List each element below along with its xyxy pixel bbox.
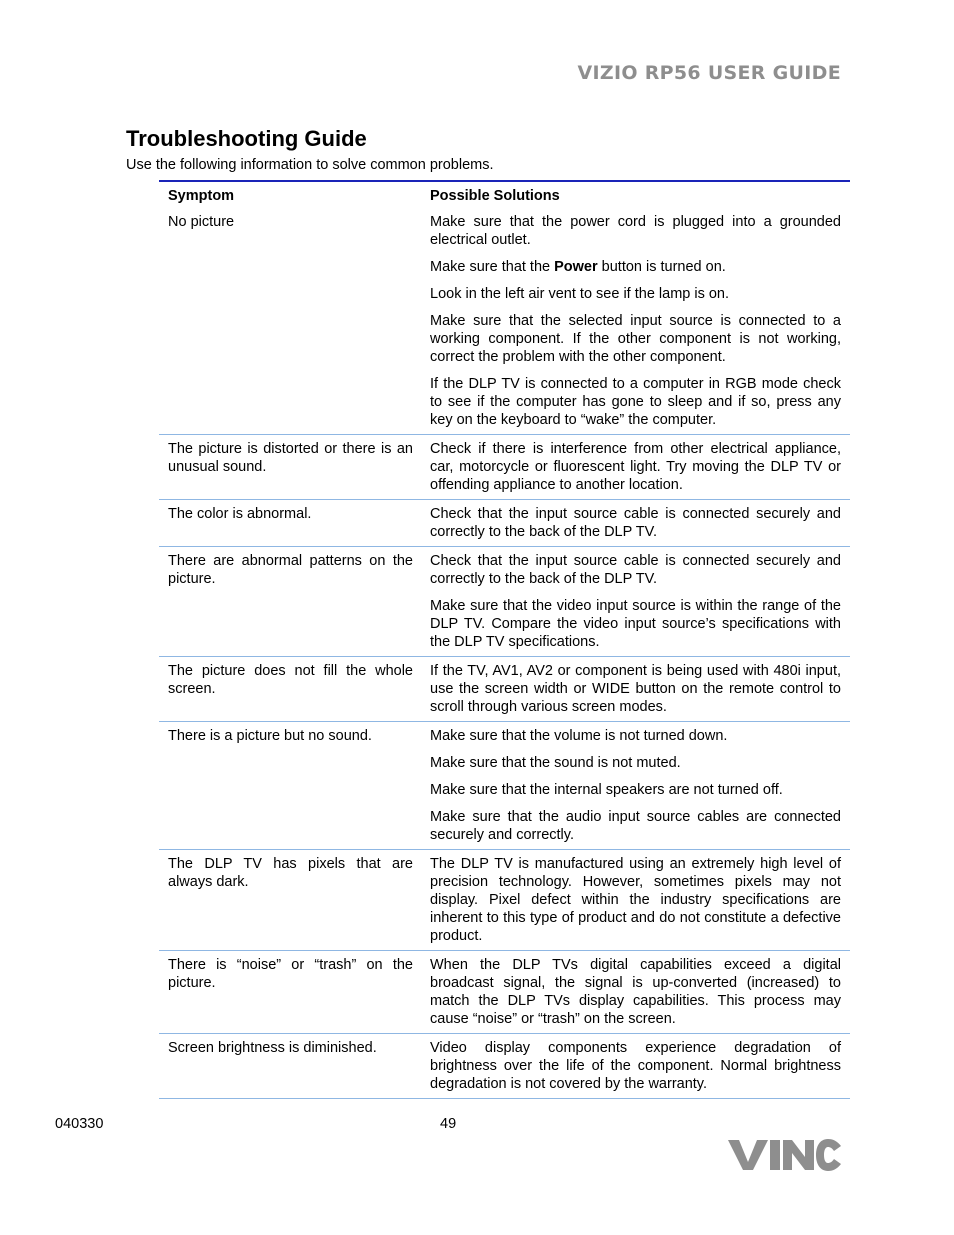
symptom-cell: There is a picture but no sound. xyxy=(168,728,372,744)
table-row xyxy=(159,850,850,951)
solution-text: Check that the input source cable is connected securely and correctly to the back of the DLP TV. xyxy=(430,553,841,587)
solutions-cell xyxy=(421,956,849,1028)
table-row xyxy=(159,951,850,1034)
solution-text: Make sure that the volume is not turned down. xyxy=(430,728,728,744)
table-row xyxy=(159,208,850,435)
vinc-logo xyxy=(728,1137,842,1173)
symptom-cell: Screen brightness is diminished. xyxy=(168,1040,377,1056)
column-header-solutions: Possible Solutions xyxy=(430,188,560,204)
symptom-cell: No picture xyxy=(168,214,235,230)
solution-text: Make sure that the internal speakers are not turned off. xyxy=(430,782,783,798)
solution-text: Check that the input source cable is connected securely and correctly to the back of the DLP TV. xyxy=(430,506,841,540)
solutions-cell xyxy=(421,662,849,716)
symptom-cell: The picture is distorted or there is an unusual sound. xyxy=(168,441,413,475)
solutions-cell xyxy=(421,440,849,494)
solution-text: Make sure that the Power button is turned on. xyxy=(430,259,726,275)
symptom-cell: There are abnormal patterns on the picture. xyxy=(168,553,413,587)
table-row xyxy=(159,1034,850,1099)
solution-text: When the DLP TVs digital capabilities exceed a digital broadcast signal, the signal is up-converted (increased) to match the DLP TVs display capabilities. This process may cause “noise” or “trash” on the screen. xyxy=(430,957,841,1027)
solution-text: Check if there is interference from other electrical appliance, car, motorcycle or fluorescent light. Try moving the DLP TV or offending appliance to another location. xyxy=(430,441,841,493)
table-row xyxy=(159,435,850,500)
solution-text: Video display components experience degradation of brightness over the life of the component. Normal brightness degradation is not covered by the warranty. xyxy=(430,1040,841,1092)
solutions-cell xyxy=(421,1039,849,1093)
solution-text: The DLP TV is manufactured using an extremely high level of precision technology. However, sometimes pixels may not display. Pixel defect within the industry specifications are inherent to this type of product and do not constitute a defective product. xyxy=(430,856,841,944)
power-emphasis: Power xyxy=(554,259,598,275)
symptom-cell: There is “noise” or “trash” on the picture. xyxy=(168,957,413,991)
table-row xyxy=(159,500,850,547)
solution-text: Look in the left air vent to see if the lamp is on. xyxy=(430,286,730,302)
footer-doc-code: 040330 xyxy=(55,1116,104,1132)
symptom-cell: The DLP TV has pixels that are always dark. xyxy=(168,856,413,890)
solution-text: Make sure that the audio input source cables are connected securely and correctly. xyxy=(430,809,841,843)
solution-text: Make sure that the sound is not muted. xyxy=(430,755,681,771)
symptom-cell: The color is abnormal. xyxy=(168,506,312,522)
solutions-cell xyxy=(421,552,849,651)
solution-text: If the TV, AV1, AV2 or component is being used with 480i input, use the screen width or WIDE button on the remote control to scroll through various screen modes. xyxy=(430,663,841,715)
solution-text: Make sure that the video input source is within the range of the DLP TV. Compare the video input source’s specifications with the DLP TV specifications. xyxy=(430,598,841,650)
solutions-cell xyxy=(421,213,849,429)
page-number: 49 xyxy=(440,1116,457,1132)
intro-text: Use the following information to solve common problems. xyxy=(126,157,494,173)
table-row xyxy=(159,547,850,657)
solution-text: Make sure that the selected input source is connected to a working component. If the other component is not working, correct the problem with the other component. xyxy=(430,313,841,365)
running-header: VIZIO RP56 USER GUIDE xyxy=(577,62,841,84)
page-title: Troubleshooting Guide xyxy=(126,126,367,151)
solutions-cell xyxy=(421,727,849,844)
solutions-cell xyxy=(421,505,849,541)
table-header-row xyxy=(159,182,850,208)
solution-text: Make sure that the power cord is plugged into a grounded electrical outlet. xyxy=(430,214,841,248)
symptom-cell: The picture does not fill the whole screen. xyxy=(168,663,413,697)
solutions-cell xyxy=(421,855,849,945)
column-header-symptom: Symptom xyxy=(168,188,235,204)
table-row xyxy=(159,722,850,850)
troubleshooting-table xyxy=(159,180,850,1099)
table-row xyxy=(159,657,850,722)
solution-text: If the DLP TV is connected to a computer in RGB mode check to see if the computer has gone to sleep and if so, press any key on the keyboard to “wake” the computer. xyxy=(430,376,841,428)
